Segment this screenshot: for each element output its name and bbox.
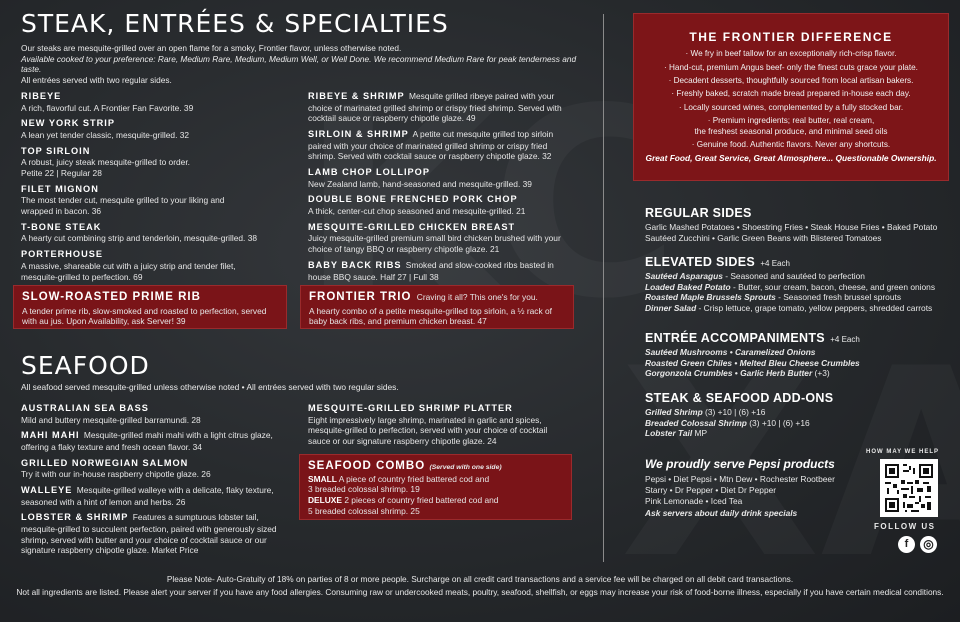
menu-item-name: SIRLOIN & SHRIMP — [308, 129, 409, 140]
menu-item-desc: Eight impressively large shrimp, marinated in garlic and spices, mesquite-grilled to perfection, served with your choice of cocktail sauce or our signature raspberry chipotle glaze. 24 — [308, 414, 548, 447]
steak-intro-line3: All entrées served with two regular sides. — [21, 74, 172, 85]
elevated-side-desc: - Seasoned fresh brussel sprouts — [775, 292, 902, 303]
menu-item-name: MESQUITE-GRILLED SHRIMP PLATTER — [308, 403, 513, 413]
column-divider — [603, 14, 604, 562]
menu-item-mahi-mahi — [21, 430, 283, 452]
addon-price: (3) +10 | (6) +16 — [702, 406, 766, 417]
pepsi-note: Ask servers about daily drink specials — [645, 508, 798, 519]
menu-item-name: RIBEYE & SHRIMP — [308, 91, 405, 101]
seafood-left-column — [21, 403, 283, 561]
menu-item-chicken-breast — [308, 222, 570, 255]
menu-item-desc-2: mesquite-grilled to perfection. 69 — [21, 271, 143, 282]
addon-name: Lobster Tail — [645, 428, 693, 439]
menu-item-name: AUSTRALIAN SEA BASS — [21, 403, 149, 413]
menu-item-filet-mignon — [21, 184, 291, 217]
pepsi-line1: Pepsi • Diet Pepsi • Mtn Dew • Rochester Rootbeer — [645, 474, 835, 485]
qr-code[interactable] — [880, 459, 938, 517]
menu-item-top-sirloin — [21, 146, 291, 179]
elevated-side-name: Dinner Salad — [645, 302, 697, 313]
combo-deluxe-desc: 2 pieces of country fried battered cod and — [344, 494, 499, 505]
frontier-line: · Freshly baked, scratch made bread prepared in-house each day. — [671, 89, 911, 99]
menu-item-desc: Try it with our in-house raspberry chipotle glaze. 26 — [21, 469, 211, 480]
menu-item-name: DOUBLE BONE FRENCHED PORK CHOP — [308, 194, 518, 205]
menu-item-desc: A rich, flavorful cut. A Frontier Fan Favorite. 39 — [21, 102, 194, 113]
frontier-difference-box — [633, 13, 949, 181]
menu-item-desc-2: wrapped in bacon. 36 — [21, 206, 102, 217]
frontier-line: · Genuine food. Authentic flavors. Never any shortcuts. — [691, 140, 891, 150]
accompaniments-line3: Gorgonzola Crumbles • Garlic Herb Butter — [645, 368, 813, 379]
addon-price: MP — [692, 428, 708, 439]
frontier-trio-box — [300, 285, 574, 329]
frontier-line: · Decadent desserts, thoughtfully sourced from local artisan bakers. — [668, 76, 914, 86]
menu-item-name: MAHI MAHI — [21, 430, 80, 441]
elevated-side-name: Loaded Baked Potato — [645, 281, 731, 292]
menu-item-sea-bass — [21, 403, 283, 425]
menu-item-desc: A robust, juicy steak mesquite-grilled to order. — [21, 157, 190, 168]
menu-item-desc: Mild and buttery mesquite-grilled barramundi. 28 — [21, 414, 201, 425]
steak-section-title: STEAK, ENTRÉES & SPECIALTIES — [21, 9, 449, 38]
menu-item-name: PORTERHOUSE — [21, 249, 103, 260]
shrimp-platter — [308, 403, 570, 447]
menu-item-desc: New Zealand lamb, hand-seasoned and mesquite-grilled. 39 — [308, 178, 532, 189]
seafood-combo-title: SEAFOOD COMBO — [308, 460, 426, 472]
frontier-trio-title: FRONTIER TRIO — [309, 291, 412, 303]
combo-small-desc-2: 3 breaded colossal shrimp. 19 — [308, 484, 420, 495]
footer-notice — [0, 574, 960, 597]
menu-item-desc: Mesquite grilled ribeye paired with your choice of marinated grilled shrimp or crispy fried shrimp. Served with cocktail sauce or raspberry chipotle glaze. 49 — [308, 91, 562, 124]
combo-small-desc: A piece of country fried battered cod and — [338, 473, 490, 484]
elevated-sides-title: ELEVATED SIDES — [645, 255, 756, 269]
regular-sides-title: REGULAR SIDES — [645, 206, 752, 220]
menu-item-desc: The most tender cut, mesquite grilled to your liking and — [21, 195, 225, 206]
elevated-side-desc: - Butter, sour cream, bacon, cheese, and green onions — [730, 281, 936, 292]
prime-rib-box — [13, 285, 287, 329]
menu-item-baby-back-ribs — [308, 260, 570, 282]
accompaniments-line2: Roasted Green Chiles • Melted Bleu Cheese Crumbles — [645, 357, 860, 368]
menu-item-desc: Juicy mesquite-grilled premium small bird chicken brushed with your choice of tangy BBQ or raspberry chipotle glaze. 21 — [308, 233, 561, 255]
menu-item-name: NEW YORK STRIP — [21, 118, 115, 129]
facebook-icon[interactable]: f — [898, 536, 915, 553]
menu-item-desc: A petite cut mesquite grilled top sirloin paired with your choice of marinated grilled shrimp or crispy fried shrimp. Served with cocktail sauce or raspberry chipotle glaze. 32 — [308, 129, 554, 162]
frontier-line: the freshest seasonal produce, and minimal seed oils — [694, 126, 888, 136]
elevated-side-item — [645, 292, 950, 303]
pepsi-line2: Starry • Dr Pepper • Diet Dr Pepper — [645, 484, 777, 495]
regular-sides-line2: Sautéed Zucchini • Garlic Green Beans with Blistered Tomatoes — [645, 232, 882, 243]
menu-item-name: LOBSTER & SHRIMP — [21, 512, 129, 523]
steak-intro — [21, 43, 596, 85]
menu-item-name: GRILLED NORWEGIAN SALMON — [21, 457, 189, 468]
menu-item-desc: A hearty cut combining strip and tenderloin, mesquite-grilled. 38 — [21, 233, 258, 244]
combo-deluxe-desc-2: 5 breaded colossal shrimp. 25 — [308, 505, 420, 516]
frontier-difference-title: THE FRONTIER DIFFERENCE — [689, 30, 893, 44]
seafood-combo-note: (Served with one side) — [429, 464, 502, 471]
elevated-sides-price: +4 Each — [760, 259, 790, 268]
menu-item-desc: A thick, center-cut chop seasoned and mesquite-grilled. 21 — [308, 206, 526, 217]
pepsi-line3: Pink Lemonade • Iced Tea — [645, 495, 743, 506]
steak-intro-line1: Our steaks are mesquite-grilled over an open flame for a smoky, Frontier flavor, unless otherwise noted. — [21, 43, 402, 53]
frontier-line: · Hand-cut, premium Angus beef- only the finest cuts grace your plate. — [664, 62, 918, 72]
menu-item-t-bone — [21, 222, 291, 244]
prime-rib-title: SLOW-ROASTED PRIME RIB — [22, 291, 201, 303]
elevated-side-name: Sautéed Asparagus — [645, 270, 723, 281]
elevated-side-item — [645, 271, 950, 282]
menu-item-ny-strip — [21, 118, 291, 140]
frontier-line: · Premium ingredients; real butter, real cream, — [707, 116, 875, 126]
elevated-side-item — [645, 303, 950, 314]
menu-item-name: RIBEYE — [21, 91, 62, 101]
menu-item-desc: Mesquite-grilled mahi mahi with a light citrus glaze, offering a flaky texture and fresh ocean flavor. 34 — [21, 430, 273, 453]
accompaniments-line1: Sautéed Mushrooms • Caramelized Onions — [645, 346, 816, 357]
seafood-section-title: SEAFOOD — [21, 351, 150, 380]
how-may-we-help: HOW MAY WE HELP — [866, 449, 940, 455]
menu-item-lobster-shrimp — [21, 512, 283, 556]
menu-item-name: WALLEYE — [21, 485, 73, 496]
regular-sides — [645, 206, 950, 243]
elevated-side-item — [645, 282, 950, 293]
menu-item-name: LAMB CHOP LOLLIPOP — [308, 167, 430, 178]
menu-item-ribeye — [21, 91, 291, 113]
steak-intro-line2: Available cooked to your preference: Rare, Medium Rare, Medium, Medium Well, or Well Done. We recommend Medium Rare for peak tenderness and taste. — [21, 53, 577, 75]
addons-title: STEAK & SEAFOOD ADD-ONS — [645, 391, 834, 405]
menu-item-desc: A lean yet tender classic, mesquite-grilled. 32 — [21, 130, 190, 141]
pepsi-products — [645, 457, 870, 519]
footer-line1: Please Note- Auto-Gratuity of 18% on parties of 8 or more people. Surcharge on all credit card transactions and a service fee will be charged on all debit card transactions. — [166, 574, 794, 584]
elevated-sides — [645, 255, 950, 314]
frontier-line: · We fry in beef tallow for an exceptionally rich-crisp flavor. — [685, 49, 897, 59]
instagram-icon[interactable]: ◎ — [920, 536, 937, 553]
accompaniments-price: +4 Each — [830, 335, 860, 344]
footer-line2: Not all ingredients are listed. Please alert your server if you have any food allergies. Consuming raw or undercooked meats, poultry, seafood, shellfish, or eggs may increase your risk of food-borne illness, especially if you have certain medical conditions. — [16, 586, 944, 597]
menu-item-pork-chop — [308, 194, 570, 216]
menu-item-desc: Features a sumptuous lobster tail, mesquite-grilled to succulent perfection, paired with generously sized shrimp, served with butter and your choice of cocktail sauce or our signature raspberry chipotle glaze. Market Price — [21, 512, 277, 556]
seafood-combo-box — [299, 454, 572, 520]
addon-name: Breaded Colossal Shrimp — [645, 417, 747, 428]
frontier-line: · Locally sourced wines, complemented by a fully stocked bar. — [678, 102, 904, 112]
combo-deluxe-label: DELUXE — [308, 494, 342, 505]
elevated-side-desc: - Crisp lettuce, grape tomato, yellow peppers, shredded carrots — [696, 302, 933, 313]
menu-item-sirloin-shrimp — [308, 129, 570, 162]
menu-item-lamb-chop — [308, 167, 570, 189]
menu-item-desc: Smoked and slow-cooked ribs basted in house BBQ sauce. Half 27 | Full 38 — [308, 259, 554, 282]
entree-accompaniments — [645, 331, 950, 379]
steak-right-column — [308, 91, 570, 287]
elevated-side-desc: - Seasoned and sautéed to perfection — [722, 270, 865, 281]
addon-item — [645, 428, 950, 439]
addon-price: (3) +10 | (6) +16 — [746, 417, 810, 428]
menu-item-name: FILET MIGNON — [21, 183, 99, 194]
menu-item-desc-2: Petite 22 | Regular 28 — [21, 168, 102, 179]
regular-sides-line1: Garlic Mashed Potatoes • Shoestring Fries • Steak House Fries • Baked Potato — [645, 221, 938, 232]
menu-item-desc: Mesquite-grilled walleye with a delicate, flaky texture, seasoned with a hint of lemon and herbs. 26 — [21, 485, 274, 507]
addon-item — [645, 407, 950, 418]
menu-item-salmon — [21, 458, 283, 480]
social-icons — [898, 536, 937, 553]
steak-left-column — [21, 91, 291, 287]
frontier-tagline: Great Food, Great Service, Great Atmosphere... Questionable Ownership. — [645, 153, 937, 164]
menu-item-name: T-BONE STEAK — [21, 221, 102, 232]
accompaniments-line3-price: (+3) — [812, 368, 830, 379]
follow-us: FOLLOW US — [874, 522, 936, 531]
combo-small-label: SMALL — [308, 473, 337, 484]
menu-item-walleye — [21, 485, 283, 507]
menu-item-ribeye-shrimp — [308, 91, 570, 124]
frontier-trio-desc: A hearty combo of a petite mesquite-grilled top sirloin, a ½ rack of baby back ribs, and premium chicken breast. 47 — [309, 305, 552, 327]
steak-seafood-addons — [645, 391, 950, 439]
menu-item-porterhouse — [21, 249, 291, 282]
menu-item-name: BABY BACK RIBS — [308, 259, 402, 270]
accompaniments-title: ENTRÉE ACCOMPANIMENTS — [645, 331, 825, 345]
pepsi-title: We proudly serve Pepsi products — [645, 457, 835, 471]
frontier-trio-tagline: Craving it all? This one's for you. — [416, 292, 538, 302]
menu-item-name: MESQUITE-GRILLED CHICKEN BREAST — [308, 221, 516, 232]
menu-item-desc: A massive, shareable cut with a juicy strip and tender filet, — [21, 260, 236, 271]
prime-rib-desc: A tender prime rib, slow-smoked and roasted to perfection, served with au jus. Upon Availability, ask Server! 39 — [22, 305, 267, 327]
seafood-intro: All seafood served mesquite-grilled unless otherwise noted • All entrées served with two regular sides. — [21, 382, 399, 392]
elevated-side-name: Roasted Maple Brussels Sprouts — [645, 292, 776, 303]
addon-name: Grilled Shrimp — [645, 406, 703, 417]
addon-item — [645, 418, 950, 429]
qr-code-icon — [883, 462, 935, 514]
menu-item-name: TOP SIRLOIN — [21, 145, 91, 156]
